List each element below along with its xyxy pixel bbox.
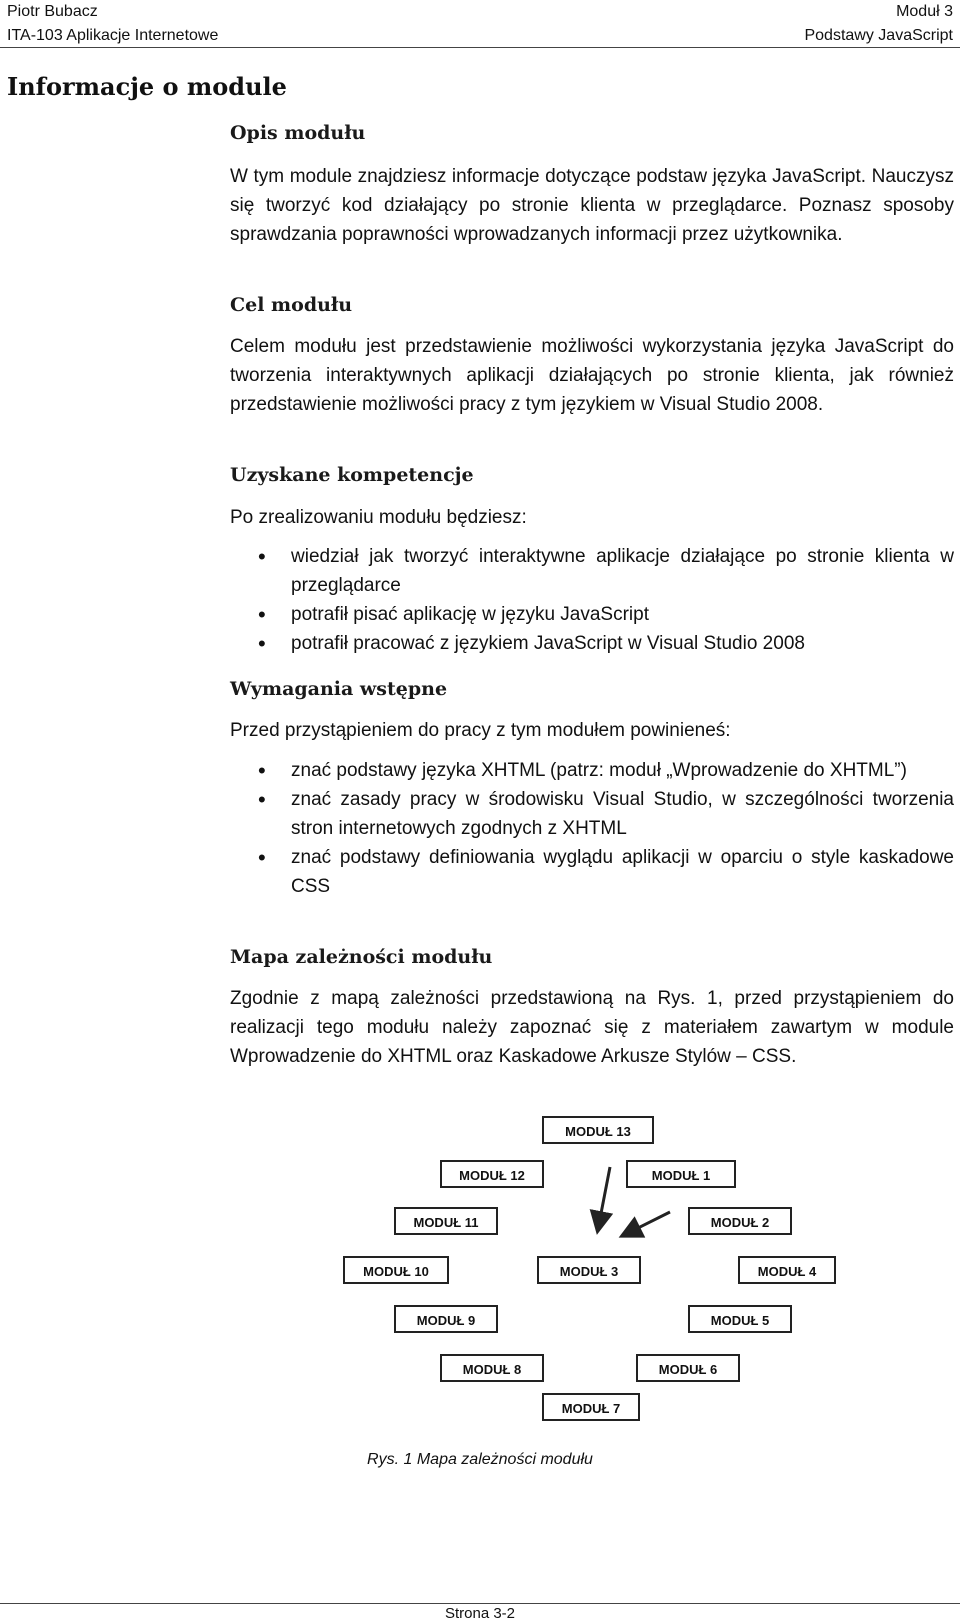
module-box-12: MODUŁ 12: [440, 1160, 544, 1188]
list-item: • znać podstawy języka XHTML (patrz: moduł „Wprowadzenie do XHTML”): [230, 756, 954, 785]
module-box-8: MODUŁ 8: [440, 1354, 544, 1382]
list-item: • wiedział jak tworzyć interaktywne aplikacje działające po stronie klienta w przeglądarce: [230, 542, 954, 600]
footer-rule: [0, 1603, 960, 1604]
header-module-title: Podstawy JavaScript: [804, 27, 953, 44]
wymagania-intro: Przed przystąpieniem do pracy z tym modułem powinieneś:: [230, 720, 731, 741]
arrow-modul1-to-modul3: [598, 1167, 610, 1229]
page-header: [0, 0, 960, 48]
paragraph-cel: Celem modułu jest przedstawienie możliwości wykorzystania języka JavaScript do tworzenia interaktywnych aplikacji działających po stronie klienta, jak również przedstawienie możliwości pracy z tym językiem w Visual Studio 2008.: [230, 336, 954, 415]
module-box-10: MODUŁ 10: [343, 1256, 449, 1284]
module-box-11: MODUŁ 11: [394, 1207, 498, 1235]
module-box-3: MODUŁ 3: [537, 1256, 641, 1284]
header-module: Moduł 3: [896, 3, 953, 20]
header-right: [804, 0, 953, 48]
module-box-1: MODUŁ 1: [626, 1160, 736, 1188]
page-number: Strona 3-2: [444, 1605, 516, 1622]
module-box-2: MODUŁ 2: [688, 1207, 792, 1235]
module-box-6: MODUŁ 6: [636, 1354, 740, 1382]
heading-opis: Opis modułu: [230, 122, 366, 144]
module-box-7: MODUŁ 7: [542, 1393, 640, 1421]
header-rule: [0, 47, 960, 48]
heading-mapa: Mapa zależności modułu: [230, 946, 493, 968]
module-box-4: MODUŁ 4: [738, 1256, 836, 1284]
module-box-9: MODUŁ 9: [394, 1305, 498, 1333]
module-box-13: MODUŁ 13: [542, 1116, 654, 1144]
arrow-modul2-to-modul3: [624, 1212, 670, 1235]
page-title: Informacje o module: [7, 72, 287, 101]
paragraph-mapa: Zgodnie z mapą zależności przedstawioną na Rys. 1, przed przystąpieniem do realizacji tego modułu należy zapoznać się z materiałem zawartym w module Wprowadzenie do XHTML oraz Kaskadowe Arkusze Stylów – CSS.: [230, 988, 954, 1067]
wymagania-list: [230, 756, 954, 901]
header-course: ITA-103 Aplikacje Internetowe: [7, 27, 219, 44]
list-item: • potrafił pracować z językiem JavaScript w Visual Studio 2008: [230, 629, 954, 658]
kompetencje-list: [230, 542, 954, 658]
kompetencje-intro: Po zrealizowaniu modułu będziesz:: [230, 507, 527, 528]
list-item: • znać zasady pracy w środowisku Visual Studio, w szczególności tworzenia stron internetowych zgodnych z XHTML: [230, 785, 954, 843]
figure-caption: Rys. 1 Mapa zależności modułu: [367, 1451, 593, 1468]
header-author: Piotr Bubacz: [7, 3, 98, 20]
dependency-diagram: [330, 1125, 840, 1475]
list-item: • znać podstawy definiowania wyglądu aplikacji w oparciu o style kaskadowe CSS: [230, 843, 954, 901]
list-item: • potrafił pisać aplikację w języku JavaScript: [230, 600, 954, 629]
module-box-5: MODUŁ 5: [688, 1305, 792, 1333]
heading-wymagania: Wymagania wstępne: [230, 678, 448, 700]
heading-cel: Cel modułu: [230, 294, 353, 316]
heading-kompetencje: Uzyskane kompetencje: [230, 464, 474, 486]
paragraph-opis: W tym module znajdziesz informacje dotyczące podstaw języka JavaScript. Nauczysz się tworzyć kod działający po stronie klienta w przeglądarce. Poznasz sposoby sprawdzania poprawności wprowadzanych informacji przez użytkownika.: [230, 166, 954, 245]
header-left: [7, 0, 218, 48]
